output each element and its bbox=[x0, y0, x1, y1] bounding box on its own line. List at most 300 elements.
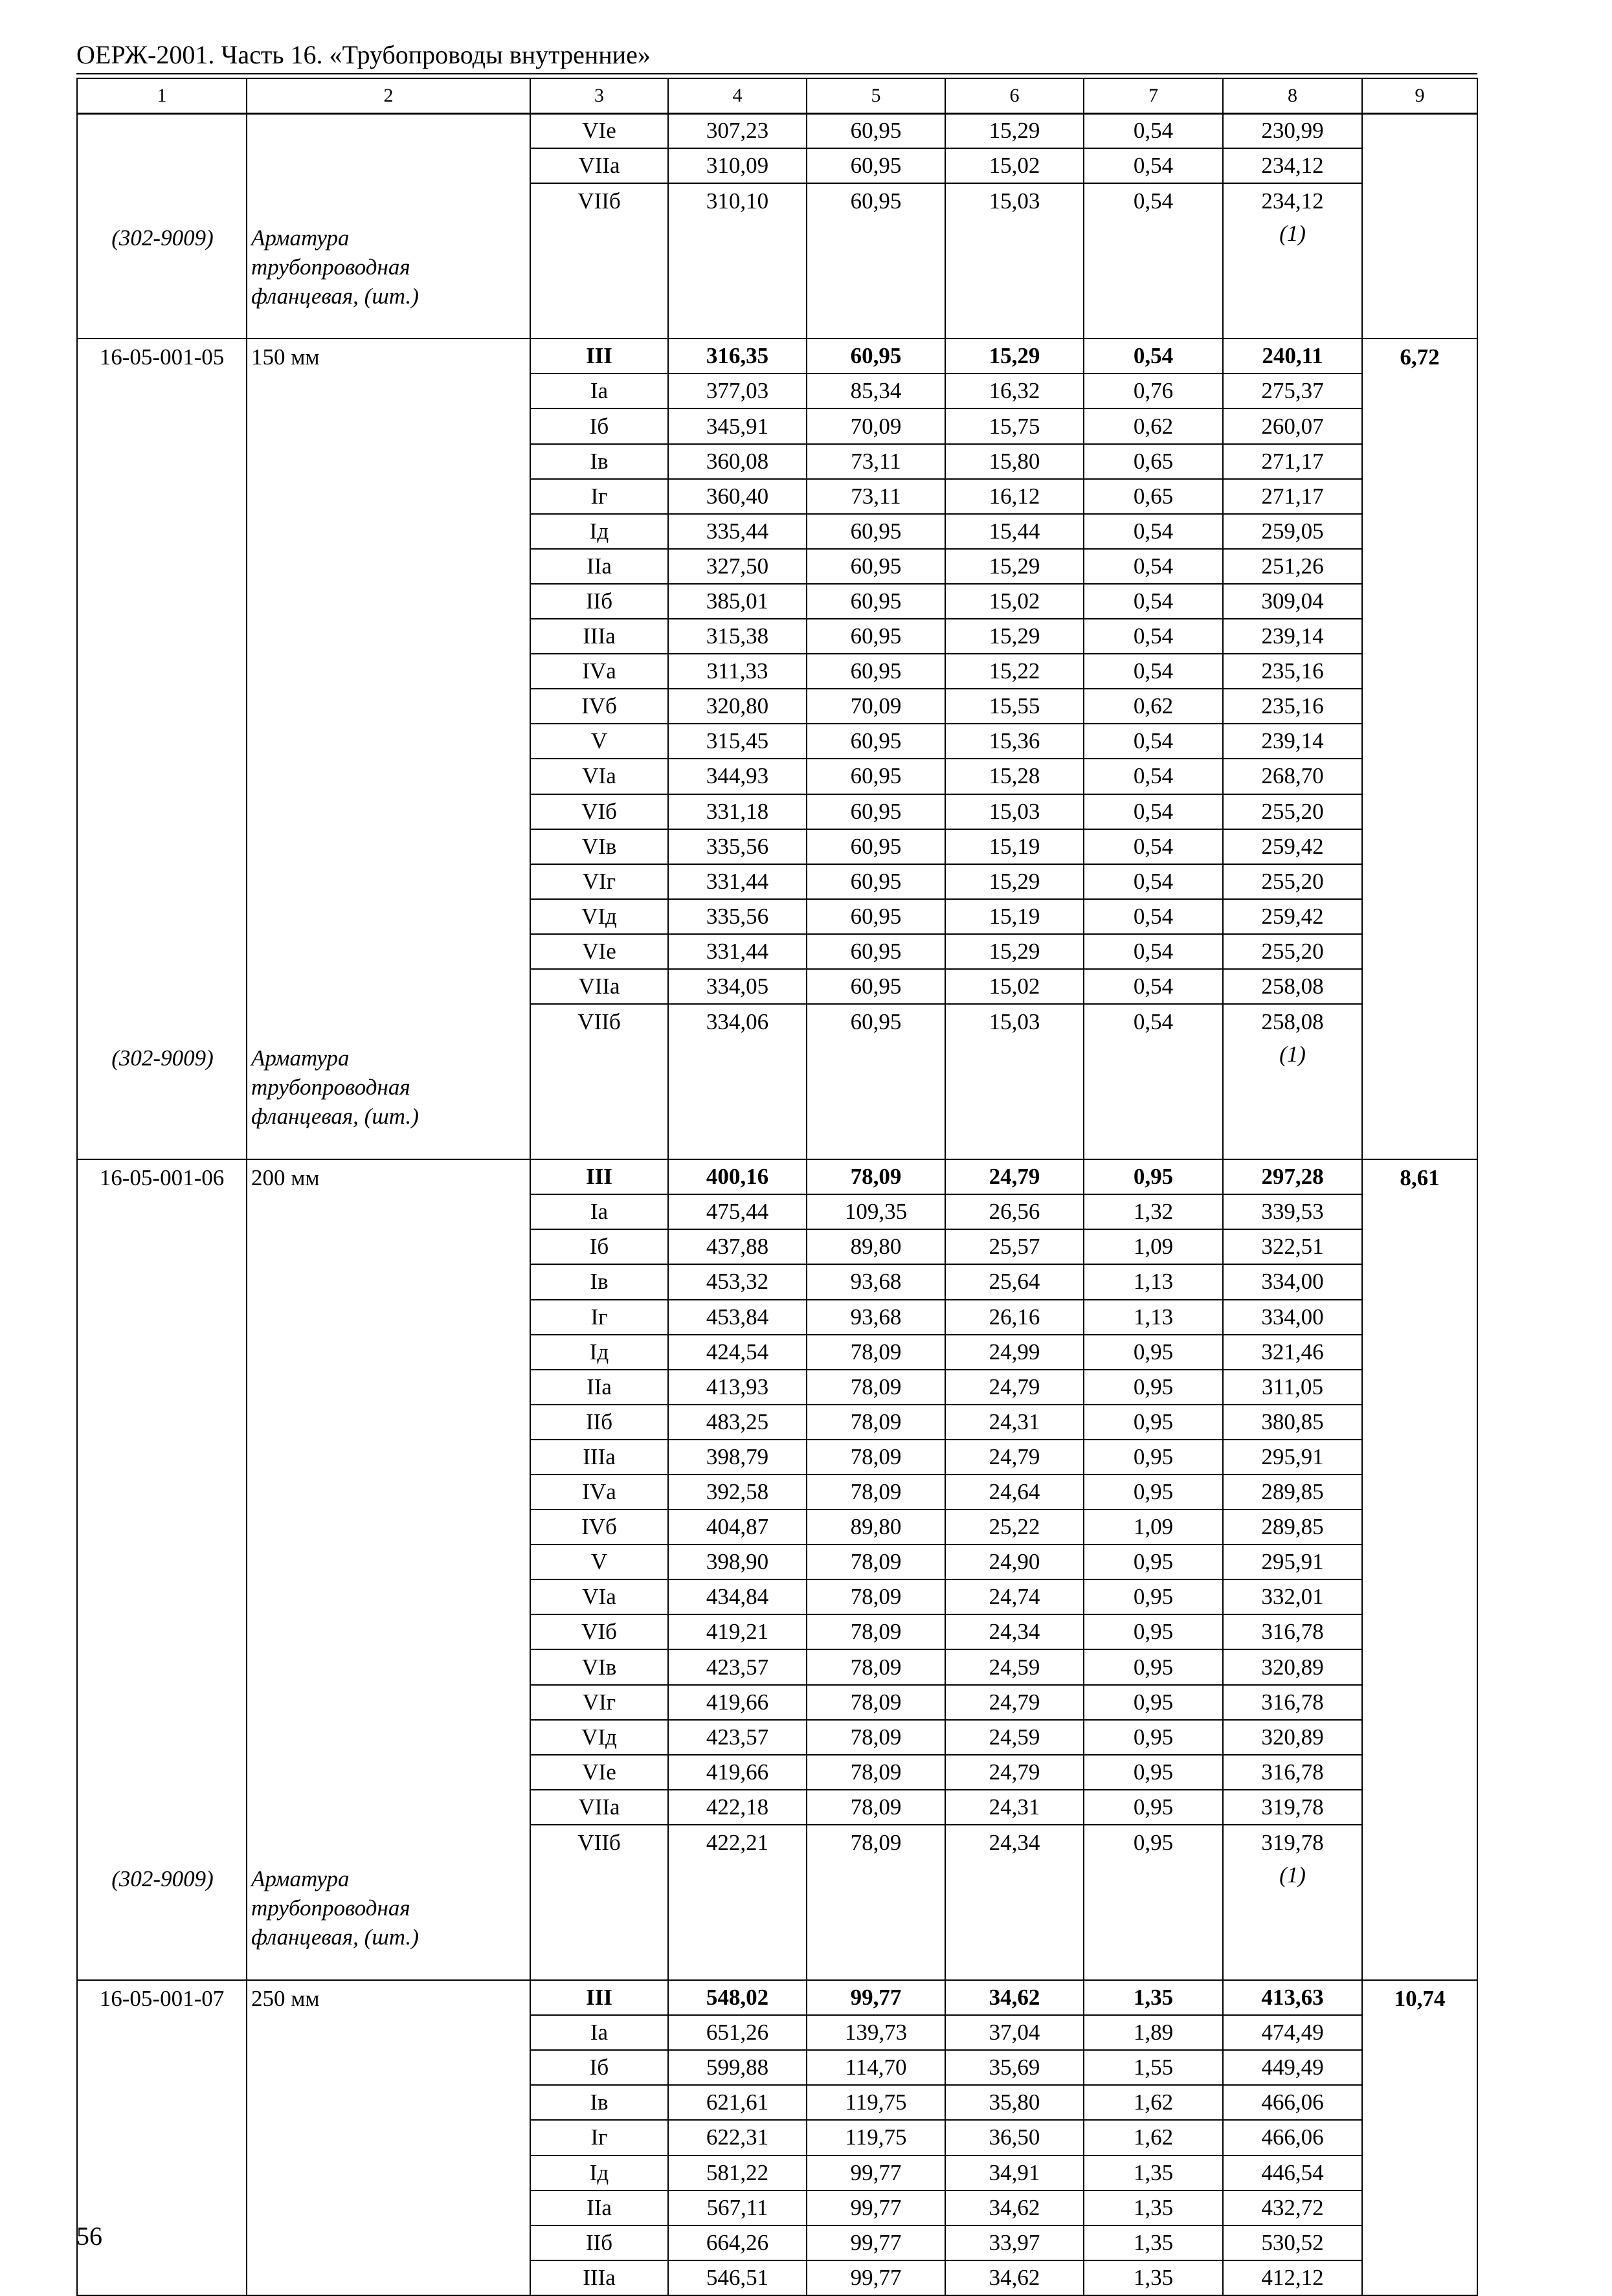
value-cell: 360,08 bbox=[668, 444, 807, 479]
code-cell bbox=[77, 339, 247, 1159]
value-cell: 446,54 bbox=[1223, 2156, 1362, 2190]
armatura-name bbox=[251, 223, 530, 311]
value-cell: 15,02 bbox=[945, 584, 1084, 619]
zone-cell: Iв bbox=[530, 1264, 668, 1299]
value-cell: 621,61 bbox=[668, 2085, 807, 2120]
zone-cell: VIд bbox=[530, 1720, 668, 1755]
page-number: 56 bbox=[76, 2222, 102, 2251]
value-cell: 434,84 bbox=[668, 1579, 807, 1614]
value-cell: 400,16 bbox=[668, 1159, 807, 1194]
zone-cell: Iб bbox=[530, 408, 668, 443]
zone-cell: IIIа bbox=[530, 1440, 668, 1475]
value-cell: 24,74 bbox=[945, 1579, 1084, 1614]
value-cell: 119,75 bbox=[807, 2085, 945, 2120]
table-row bbox=[77, 339, 1477, 373]
value-cell: 316,35 bbox=[668, 339, 807, 373]
value-cell: 15,03 bbox=[945, 1004, 1084, 1159]
value-cell bbox=[1223, 183, 1362, 339]
value-cell: 423,57 bbox=[668, 1649, 807, 1684]
column-number: 1 bbox=[77, 78, 247, 113]
value-cell: 1,35 bbox=[1084, 2260, 1223, 2295]
rate-name: 250 мм bbox=[251, 1986, 320, 2012]
value-cell: 15,36 bbox=[945, 724, 1084, 759]
value-cell: 60,95 bbox=[807, 724, 945, 759]
value-cell: 1,32 bbox=[1084, 1194, 1223, 1229]
value-cell: 60,95 bbox=[807, 1004, 945, 1159]
value-cell: 109,35 bbox=[807, 1194, 945, 1229]
value-cell: 398,79 bbox=[668, 1440, 807, 1475]
header-rule bbox=[76, 73, 1477, 74]
value-cell: 332,01 bbox=[1223, 1579, 1362, 1614]
value-cell: 139,73 bbox=[807, 2015, 945, 2050]
value-cell: 622,31 bbox=[668, 2120, 807, 2155]
value-cell: 398,90 bbox=[668, 1544, 807, 1579]
value-cell: 60,95 bbox=[807, 514, 945, 549]
value-cell: 316,78 bbox=[1223, 1685, 1362, 1720]
value-cell: 0,54 bbox=[1084, 864, 1223, 899]
value-cell: 24,79 bbox=[945, 1370, 1084, 1405]
value-cell: 295,91 bbox=[1223, 1544, 1362, 1579]
value-cell: 311,05 bbox=[1223, 1370, 1362, 1405]
value-cell: 24,59 bbox=[945, 1720, 1084, 1755]
zone-cell: VIб bbox=[530, 1614, 668, 1649]
zone-cell: VIе bbox=[530, 934, 668, 969]
value-text: 319,78 bbox=[1261, 1829, 1324, 1855]
value-cell: 449,49 bbox=[1223, 2050, 1362, 2085]
column-number: 5 bbox=[807, 78, 945, 113]
value-cell: 0,54 bbox=[1084, 829, 1223, 864]
zone-cell: VIе bbox=[530, 113, 668, 148]
value-cell: 377,03 bbox=[668, 373, 807, 408]
value-cell: 331,18 bbox=[668, 794, 807, 829]
zone-cell: Iв bbox=[530, 2085, 668, 2120]
value-cell: 310,09 bbox=[668, 148, 807, 183]
value-cell: 239,14 bbox=[1223, 724, 1362, 759]
zone-cell: VIIб bbox=[530, 183, 668, 339]
value-cell: 548,02 bbox=[668, 1980, 807, 2015]
armatura-code: (302-9009) bbox=[111, 225, 214, 251]
value-cell: 34,62 bbox=[945, 2260, 1084, 2295]
table-row bbox=[77, 1159, 1477, 1194]
value-cell: 0,54 bbox=[1084, 969, 1223, 1004]
value-cell: 316,78 bbox=[1223, 1614, 1362, 1649]
value-cell: 0,95 bbox=[1084, 1614, 1223, 1649]
value-text: 234,12 bbox=[1261, 188, 1324, 214]
value-cell: 16,32 bbox=[945, 373, 1084, 408]
value-cell: 419,66 bbox=[668, 1685, 807, 1720]
value-cell: 259,42 bbox=[1223, 829, 1362, 864]
armatura-unit: (1) bbox=[1279, 1862, 1306, 1888]
labor-cost-cell bbox=[1362, 113, 1477, 339]
value-cell: 453,32 bbox=[668, 1264, 807, 1299]
zone-cell: Iв bbox=[530, 444, 668, 479]
code-cell bbox=[77, 1980, 247, 2295]
value-cell: 260,07 bbox=[1223, 408, 1362, 443]
value-cell: 437,88 bbox=[668, 1229, 807, 1264]
rate-code: 16-05-001-07 bbox=[99, 1986, 225, 2012]
value-cell: 546,51 bbox=[668, 2260, 807, 2295]
value-cell: 419,21 bbox=[668, 1614, 807, 1649]
value-cell: 0,95 bbox=[1084, 1720, 1223, 1755]
value-cell: 15,02 bbox=[945, 969, 1084, 1004]
value-cell: 78,09 bbox=[807, 1649, 945, 1684]
value-cell: 234,12 bbox=[1223, 148, 1362, 183]
zone-cell: Iг bbox=[530, 1300, 668, 1335]
value-cell: 0,65 bbox=[1084, 479, 1223, 514]
value-cell: 15,03 bbox=[945, 183, 1084, 339]
value-cell: 0,54 bbox=[1084, 654, 1223, 689]
value-cell: 1,55 bbox=[1084, 2050, 1223, 2085]
value-cell: 24,99 bbox=[945, 1335, 1084, 1370]
value-cell: 334,05 bbox=[668, 969, 807, 1004]
value-cell: 99,77 bbox=[807, 2225, 945, 2260]
value-cell: 309,04 bbox=[1223, 584, 1362, 619]
value-cell: 315,38 bbox=[668, 619, 807, 654]
value-cell: 1,35 bbox=[1084, 2225, 1223, 2260]
zone-cell: IIа bbox=[530, 549, 668, 584]
value-cell: 70,09 bbox=[807, 408, 945, 443]
value-cell: 310,10 bbox=[668, 183, 807, 339]
value-cell: 404,87 bbox=[668, 1510, 807, 1544]
zone-cell: IIб bbox=[530, 584, 668, 619]
labor-cost-cell: 8,61 bbox=[1362, 1159, 1477, 1980]
value-cell: 78,09 bbox=[807, 1755, 945, 1790]
value-cell: 1,89 bbox=[1084, 2015, 1223, 2050]
zone-cell: Iг bbox=[530, 2120, 668, 2155]
value-cell: 289,85 bbox=[1223, 1510, 1362, 1544]
value-cell: 60,95 bbox=[807, 969, 945, 1004]
value-cell: 25,64 bbox=[945, 1264, 1084, 1299]
value-cell: 0,95 bbox=[1084, 1370, 1223, 1405]
value-cell: 36,50 bbox=[945, 2120, 1084, 2155]
value-cell: 25,57 bbox=[945, 1229, 1084, 1264]
zone-cell: III bbox=[530, 1980, 668, 2015]
armatura-name-line: трубопроводная bbox=[251, 254, 410, 280]
value-cell: 33,97 bbox=[945, 2225, 1084, 2260]
value-cell: 78,09 bbox=[807, 1579, 945, 1614]
value-cell: 307,23 bbox=[668, 113, 807, 148]
value-cell: 295,91 bbox=[1223, 1440, 1362, 1475]
value-cell: 419,66 bbox=[668, 1755, 807, 1790]
value-cell: 392,58 bbox=[668, 1475, 807, 1510]
value-cell: 26,56 bbox=[945, 1194, 1084, 1229]
rate-code: 16-05-001-05 bbox=[99, 344, 225, 370]
value-cell: 93,68 bbox=[807, 1300, 945, 1335]
zone-cell: VIIа bbox=[530, 1790, 668, 1825]
value-cell: 334,00 bbox=[1223, 1300, 1362, 1335]
value-cell: 1,13 bbox=[1084, 1264, 1223, 1299]
zone-cell: V bbox=[530, 1544, 668, 1579]
zone-cell: Iб bbox=[530, 2050, 668, 2085]
value-cell: 0,62 bbox=[1084, 689, 1223, 724]
zone-cell: III bbox=[530, 339, 668, 373]
value-cell: 255,20 bbox=[1223, 934, 1362, 969]
value-cell: 315,45 bbox=[668, 724, 807, 759]
value-cell: 320,89 bbox=[1223, 1649, 1362, 1684]
value-cell: 235,16 bbox=[1223, 689, 1362, 724]
value-cell: 60,95 bbox=[807, 654, 945, 689]
value-cell: 412,12 bbox=[1223, 2260, 1362, 2295]
rate-name: 150 мм bbox=[251, 344, 320, 370]
value-cell: 289,85 bbox=[1223, 1475, 1362, 1510]
value-cell: 24,34 bbox=[945, 1825, 1084, 1980]
value-cell: 35,80 bbox=[945, 2085, 1084, 2120]
column-number: 8 bbox=[1223, 78, 1362, 113]
value-cell: 230,99 bbox=[1223, 113, 1362, 148]
value-cell: 581,22 bbox=[668, 2156, 807, 2190]
value-cell: 271,17 bbox=[1223, 479, 1362, 514]
armatura-name-line: фланцевая, (шт.) bbox=[251, 1104, 419, 1130]
value-cell: 78,09 bbox=[807, 1720, 945, 1755]
value-cell: 319,78 bbox=[1223, 1790, 1362, 1825]
value-cell: 0,54 bbox=[1084, 183, 1223, 339]
name-cell bbox=[247, 1980, 530, 2295]
value-cell: 0,95 bbox=[1084, 1440, 1223, 1475]
value-cell: 466,06 bbox=[1223, 2120, 1362, 2155]
value-cell: 60,95 bbox=[807, 584, 945, 619]
value-cell: 15,02 bbox=[945, 148, 1084, 183]
value-cell: 15,28 bbox=[945, 759, 1084, 794]
value-cell: 0,95 bbox=[1084, 1159, 1223, 1194]
value-cell: 0,54 bbox=[1084, 113, 1223, 148]
value-cell: 1,62 bbox=[1084, 2120, 1223, 2155]
value-cell: 0,54 bbox=[1084, 724, 1223, 759]
value-cell: 70,09 bbox=[807, 689, 945, 724]
armatura-code: (302-9009) bbox=[111, 1866, 214, 1892]
value-cell: 0,54 bbox=[1084, 899, 1223, 934]
zone-cell: IVа bbox=[530, 1475, 668, 1510]
column-number-row bbox=[77, 78, 1477, 113]
armatura-name-line: фланцевая, (шт.) bbox=[251, 283, 419, 309]
value-cell: 335,44 bbox=[668, 514, 807, 549]
value-cell: 311,33 bbox=[668, 654, 807, 689]
value-cell: 24,31 bbox=[945, 1790, 1084, 1825]
value-cell: 24,34 bbox=[945, 1614, 1084, 1649]
column-number: 2 bbox=[247, 78, 530, 113]
value-cell: 85,34 bbox=[807, 373, 945, 408]
value-cell: 78,09 bbox=[807, 1440, 945, 1475]
value-cell: 268,70 bbox=[1223, 759, 1362, 794]
value-cell: 25,22 bbox=[945, 1510, 1084, 1544]
value-cell: 78,09 bbox=[807, 1405, 945, 1440]
zone-cell: IIа bbox=[530, 2190, 668, 2225]
table-row bbox=[77, 1980, 1477, 2015]
value-cell: 466,06 bbox=[1223, 2085, 1362, 2120]
value-cell: 1,35 bbox=[1084, 2190, 1223, 2225]
value-cell: 15,03 bbox=[945, 794, 1084, 829]
zone-cell: VIа bbox=[530, 1579, 668, 1614]
value-cell: 78,09 bbox=[807, 1370, 945, 1405]
value-cell: 60,95 bbox=[807, 148, 945, 183]
value-cell: 15,80 bbox=[945, 444, 1084, 479]
zone-cell: IVб bbox=[530, 689, 668, 724]
value-cell bbox=[1223, 1004, 1362, 1159]
value-cell: 99,77 bbox=[807, 2156, 945, 2190]
value-cell: 0,76 bbox=[1084, 373, 1223, 408]
value-cell: 60,95 bbox=[807, 934, 945, 969]
value-cell: 24,31 bbox=[945, 1405, 1084, 1440]
value-cell: 345,91 bbox=[668, 408, 807, 443]
armatura-name-line: Арматура bbox=[251, 1045, 350, 1071]
value-cell: 15,19 bbox=[945, 829, 1084, 864]
value-cell: 331,44 bbox=[668, 864, 807, 899]
zone-cell: Iб bbox=[530, 1229, 668, 1264]
rate-name: 200 мм bbox=[251, 1165, 320, 1191]
value-cell: 334,00 bbox=[1223, 1264, 1362, 1299]
column-number: 6 bbox=[945, 78, 1084, 113]
value-cell: 89,80 bbox=[807, 1229, 945, 1264]
value-cell: 99,77 bbox=[807, 2190, 945, 2225]
value-cell: 78,09 bbox=[807, 1790, 945, 1825]
zone-cell: Iа bbox=[530, 1194, 668, 1229]
value-cell: 0,95 bbox=[1084, 1544, 1223, 1579]
armatura-name-line: Арматура bbox=[251, 225, 350, 251]
value-cell: 15,22 bbox=[945, 654, 1084, 689]
armatura-name-line: Арматура bbox=[251, 1866, 350, 1892]
value-cell: 380,85 bbox=[1223, 1405, 1362, 1440]
rate-code: 16-05-001-06 bbox=[99, 1165, 225, 1191]
zone-cell: VIв bbox=[530, 829, 668, 864]
value-cell: 1,09 bbox=[1084, 1510, 1223, 1544]
value-cell: 251,26 bbox=[1223, 549, 1362, 584]
value-cell: 119,75 bbox=[807, 2120, 945, 2155]
value-cell: 316,78 bbox=[1223, 1755, 1362, 1790]
value-cell: 78,09 bbox=[807, 1159, 945, 1194]
zone-cell: Iа bbox=[530, 2015, 668, 2050]
value-cell: 0,54 bbox=[1084, 1004, 1223, 1159]
value-cell: 73,11 bbox=[807, 444, 945, 479]
value-cell: 15,29 bbox=[945, 549, 1084, 584]
value-cell: 24,90 bbox=[945, 1544, 1084, 1579]
value-cell: 60,95 bbox=[807, 113, 945, 148]
value-cell: 60,95 bbox=[807, 183, 945, 339]
value-cell: 114,70 bbox=[807, 2050, 945, 2085]
value-cell: 60,95 bbox=[807, 864, 945, 899]
value-cell: 0,65 bbox=[1084, 444, 1223, 479]
value-cell: 423,57 bbox=[668, 1720, 807, 1755]
value-cell: 0,54 bbox=[1084, 759, 1223, 794]
value-cell: 60,95 bbox=[807, 549, 945, 584]
value-cell: 385,01 bbox=[668, 584, 807, 619]
value-cell: 60,95 bbox=[807, 794, 945, 829]
rates-table bbox=[76, 78, 1478, 2296]
zone-cell: IIб bbox=[530, 1405, 668, 1440]
value-cell: 474,49 bbox=[1223, 2015, 1362, 2050]
value-cell: 89,80 bbox=[807, 1510, 945, 1544]
column-number: 9 bbox=[1362, 78, 1477, 113]
value-cell: 78,09 bbox=[807, 1335, 945, 1370]
value-cell: 0,62 bbox=[1084, 408, 1223, 443]
zone-cell: IIIа bbox=[530, 619, 668, 654]
armatura-unit: (1) bbox=[1279, 1042, 1306, 1067]
column-number: 4 bbox=[668, 78, 807, 113]
value-cell: 15,19 bbox=[945, 899, 1084, 934]
value-cell: 258,08 bbox=[1223, 969, 1362, 1004]
value-cell: 271,17 bbox=[1223, 444, 1362, 479]
zone-cell: VIIа bbox=[530, 148, 668, 183]
zone-cell: III bbox=[530, 1159, 668, 1194]
value-cell: 24,59 bbox=[945, 1649, 1084, 1684]
value-cell: 1,62 bbox=[1084, 2085, 1223, 2120]
name-cell bbox=[247, 1159, 530, 1980]
value-cell: 275,37 bbox=[1223, 373, 1362, 408]
value-cell: 0,95 bbox=[1084, 1405, 1223, 1440]
value-cell: 24,64 bbox=[945, 1475, 1084, 1510]
value-text: 258,08 bbox=[1261, 1009, 1324, 1035]
value-cell: 0,54 bbox=[1084, 514, 1223, 549]
value-cell: 60,95 bbox=[807, 829, 945, 864]
armatura-name bbox=[251, 1864, 530, 1952]
zone-cell: Iа bbox=[530, 373, 668, 408]
value-cell: 320,89 bbox=[1223, 1720, 1362, 1755]
value-cell: 15,75 bbox=[945, 408, 1084, 443]
value-cell: 651,26 bbox=[668, 2015, 807, 2050]
labor-cost-cell: 6,72 bbox=[1362, 339, 1477, 1159]
value-cell: 320,80 bbox=[668, 689, 807, 724]
value-cell: 475,44 bbox=[668, 1194, 807, 1229]
zone-cell: VIв bbox=[530, 1649, 668, 1684]
column-number: 7 bbox=[1084, 78, 1223, 113]
value-cell: 259,05 bbox=[1223, 514, 1362, 549]
value-cell: 0,95 bbox=[1084, 1755, 1223, 1790]
zone-cell: Iд bbox=[530, 514, 668, 549]
value-cell: 259,42 bbox=[1223, 899, 1362, 934]
value-cell: 339,53 bbox=[1223, 1194, 1362, 1229]
value-cell: 255,20 bbox=[1223, 794, 1362, 829]
value-cell: 15,29 bbox=[945, 113, 1084, 148]
value-cell: 530,52 bbox=[1223, 2225, 1362, 2260]
value-cell: 37,04 bbox=[945, 2015, 1084, 2050]
value-cell: 432,72 bbox=[1223, 2190, 1362, 2225]
value-cell: 0,95 bbox=[1084, 1579, 1223, 1614]
armatura-name-line: трубопроводная bbox=[251, 1895, 410, 1921]
value-cell: 78,09 bbox=[807, 1614, 945, 1649]
value-cell: 0,54 bbox=[1084, 794, 1223, 829]
value-cell: 0,54 bbox=[1084, 934, 1223, 969]
value-cell: 0,95 bbox=[1084, 1335, 1223, 1370]
value-cell: 99,77 bbox=[807, 2260, 945, 2295]
zone-cell: IIа bbox=[530, 1370, 668, 1405]
value-cell: 1,09 bbox=[1084, 1229, 1223, 1264]
value-cell: 0,54 bbox=[1084, 148, 1223, 183]
zone-cell: VIIб bbox=[530, 1004, 668, 1159]
value-cell: 0,54 bbox=[1084, 619, 1223, 654]
value-cell: 567,11 bbox=[668, 2190, 807, 2225]
value-cell: 235,16 bbox=[1223, 654, 1362, 689]
zone-cell: IVб bbox=[530, 1510, 668, 1544]
table-row bbox=[77, 113, 1477, 148]
value-cell: 34,62 bbox=[945, 1980, 1084, 2015]
zone-cell: VIIа bbox=[530, 969, 668, 1004]
value-cell: 26,16 bbox=[945, 1300, 1084, 1335]
value-cell: 60,95 bbox=[807, 899, 945, 934]
name-cell bbox=[247, 339, 530, 1159]
zone-cell: IVа bbox=[530, 654, 668, 689]
value-cell: 93,68 bbox=[807, 1264, 945, 1299]
value-cell: 15,29 bbox=[945, 339, 1084, 373]
zone-cell: Iг bbox=[530, 479, 668, 514]
value-cell: 78,09 bbox=[807, 1544, 945, 1579]
value-cell: 24,79 bbox=[945, 1685, 1084, 1720]
value-cell: 413,93 bbox=[668, 1370, 807, 1405]
value-cell: 0,95 bbox=[1084, 1475, 1223, 1510]
value-cell: 483,25 bbox=[668, 1405, 807, 1440]
zone-cell: VIг bbox=[530, 1685, 668, 1720]
value-cell: 0,54 bbox=[1084, 584, 1223, 619]
value-cell: 1,35 bbox=[1084, 1980, 1223, 2015]
value-cell: 34,62 bbox=[945, 2190, 1084, 2225]
value-cell: 422,21 bbox=[668, 1825, 807, 1980]
